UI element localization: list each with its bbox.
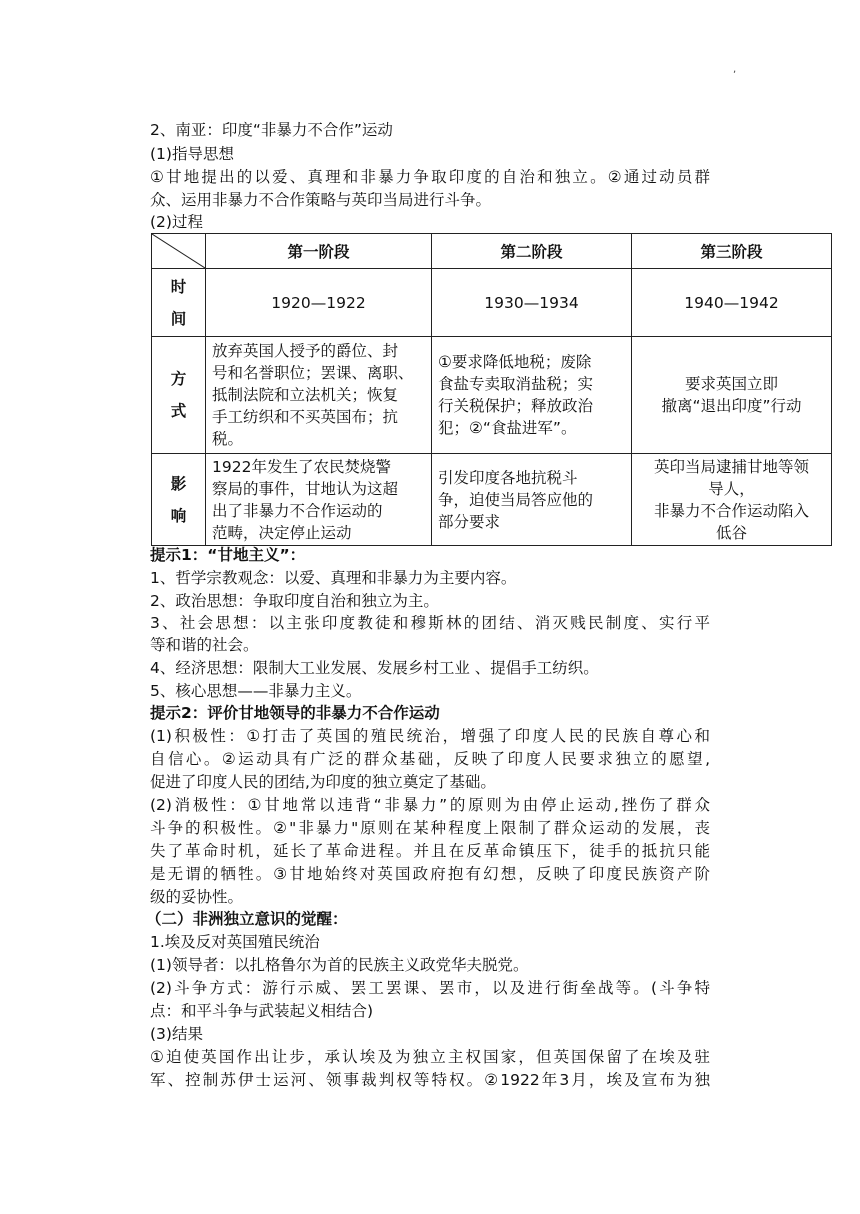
table-cell: 英印当局逮捕甘地等领 导人， 非暴力不合作运动陷入 低谷 <box>632 454 832 546</box>
paragraph-line: ①甘地提出的以爱、真理和非暴力争取印度的自治和独立。②通过动员群 <box>150 168 710 186</box>
subheading-guiding-thought: (1)指导思想 <box>150 145 234 163</box>
row-label: 影 响 <box>152 454 206 546</box>
table-cell: 1920—1922 <box>206 269 432 337</box>
africa-line: 点：和平斗争与武装起义相结合) <box>150 1002 374 1020</box>
table-header: 第三阶段 <box>632 234 832 269</box>
africa-line: (1)领导者：以扎格鲁尔为首的民族主义政党华夫脱党。 <box>150 956 529 974</box>
tip2-line: 级的妥协性。 <box>150 888 244 906</box>
tip2-line: (1)积极性：①打击了英国的殖民统治，增强了印度人民的民族自尊心和 <box>150 727 710 745</box>
africa-line: (2)斗争方式：游行示威、罢工罢课、罢市，以及进行街垒战等。(斗争特 <box>150 979 710 997</box>
tip2-line: 自信心。②运动具有广泛的群众基础，反映了印度人民要求独立的愿望, <box>150 750 710 768</box>
tip2-line: (2)消极性：①甘地常以违背“非暴力”的原则为由停止运动,挫伤了群众 <box>150 796 710 814</box>
corner-mark: , <box>733 64 737 75</box>
process-table <box>151 233 832 546</box>
tip1-line: 2、政治思想：争取印度自治和独立为主。 <box>150 592 439 610</box>
row-label: 时 间 <box>152 269 206 337</box>
tip1-line: 等和谐的社会。 <box>150 636 259 654</box>
subheading-process: (2)过程 <box>150 213 203 231</box>
africa-line: ①迫使英国作出让步，承认埃及为独立主权国家，但英国保留了在埃及驻 <box>150 1048 710 1066</box>
section-heading: 2、南亚：印度“非暴力不合作”运动 <box>150 121 393 139</box>
table-row <box>152 337 832 454</box>
tip2-line: 失了革命时机，延长了革命进程。并且在反革命镇压下，徒手的抵抗只能 <box>150 842 710 860</box>
table-header: 第二阶段 <box>432 234 632 269</box>
africa-line: 1.埃及反对英国殖民统治 <box>150 933 320 951</box>
tip1-line: 1、哲学宗教观念：以爱、真理和非暴力为主要内容。 <box>150 569 517 587</box>
table-cell: 1930—1934 <box>432 269 632 337</box>
tip2-title: 提示2：评价甘地领导的非暴力不合作运动 <box>150 704 440 722</box>
africa-line: (3)结果 <box>150 1025 203 1043</box>
table-corner-cell <box>152 234 206 269</box>
table-cell: 1940—1942 <box>632 269 832 337</box>
table-header: 第一阶段 <box>206 234 432 269</box>
table-cell: 1922年发生了农民焚烧警 察局的事件，甘地认为这超 出了非暴力不合作运动的 范畴，决定停止运动 <box>206 454 432 546</box>
table-cell: 要求英国立即 撤离“退出印度”行动 <box>632 337 832 454</box>
tip2-line: 斗争的积极性。②"非暴力"原则在某种程度上限制了群众运动的发展，丧 <box>150 819 710 837</box>
africa-title: （二）非洲独立意识的觉醒： <box>146 910 348 928</box>
row-label: 方 式 <box>152 337 206 454</box>
tip1-title: 提示1：“甘地主义”： <box>150 546 306 564</box>
tip1-line: 4、经济思想：限制大工业发展、发展乡村工业 、提倡手工纺织。 <box>150 659 599 677</box>
paragraph-line: 众、运用非暴力不合作策略与英印当局进行斗争。 <box>150 191 492 209</box>
tip1-line: 3、社会思想：以主张印度教徒和穆斯林的团结、消灭贱民制度、实行平 <box>150 614 710 632</box>
table-row <box>152 269 832 337</box>
table-cell: ①要求降低地税；废除 食盐专卖取消盐税；实 行关税保护；释放政治 犯；②“食盐进军”。 <box>432 337 632 454</box>
africa-line: 军、控制苏伊士运河、领事裁判权等特权。②1922年3月，埃及宣布为独 <box>150 1071 710 1089</box>
tip2-line: 促进了印度人民的团结,为印度的独立奠定了基础。 <box>150 773 496 791</box>
table-cell: 放弃英国人授予的爵位、封 号和名誉职位；罢课、离职、 抵制法院和立法机关；恢复 手工纺织和不买英国布；抗 税。 <box>206 337 432 454</box>
tip2-line: 是无谓的牺牲。③甘地始终对英国政府抱有幻想，反映了印度民族资产阶 <box>150 865 710 883</box>
tip1-line: 5、核心思想——非暴力主义。 <box>150 682 362 700</box>
table-cell: 引发印度各地抗税斗 争，迫使当局答应他的 部分要求 <box>432 454 632 546</box>
table-row <box>152 454 832 546</box>
